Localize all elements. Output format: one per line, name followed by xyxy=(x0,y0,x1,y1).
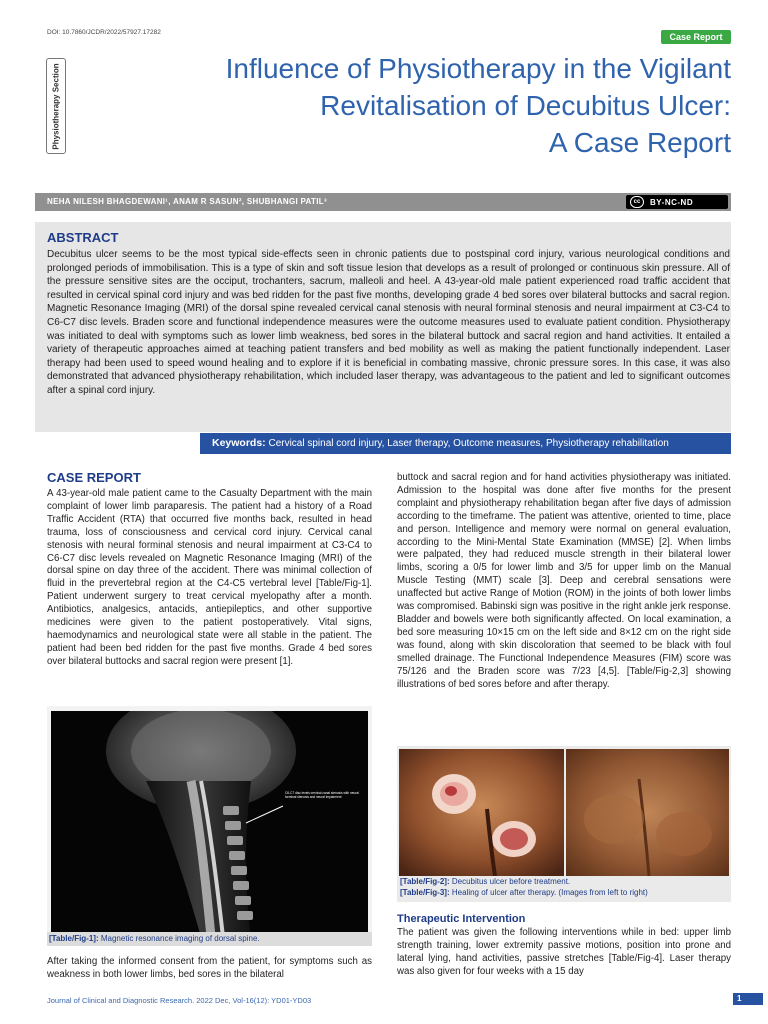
left-column-continuation xyxy=(47,956,372,982)
figure-3-caption xyxy=(400,888,730,899)
figure-1-label: [Table/Fig-1]: xyxy=(49,934,99,943)
left-column-text xyxy=(47,488,372,669)
abstract-text: Decubitus ulcer seems to be the most typical side-effects seen in chronic patients due to postspinal cord injury, various neurological conditions and prolonged periods of immobilisation. This is a type of skin and soft tissue lesion that develops as a result of prolonged or continuous skin pressure. All of the pressure sensitive sites are the occiput, trochanters, sacrum, malleoli and heel. A 43-year-old male patient experienced road traffic accident that resulted in cervical spinal cord injury and was bed ridden for the past five months, developing grade 4 bed sores over bilateral buttocks and sacral region. Magnetic Resonance Imaging (MRI) of the dorsal spine revealed cervical canal stenosis with neural forminal stenosis and neural impairment at C3-C4 to C6-C7 disc levels. Braden score and functional independence measures were the outcome measures used to evaluate patient condition. Physiotherapy was initiated to deal with symptoms such as lower limb weakness, bed sores in the bilateral buttock and sacral region and hand activities. It entailed a variety of therapeutic approaches aimed at teaching patient transfers and bed mobility as well as making the patient functionally independent. Laser therapy had been used to speed wound healing and to explore if it is beneficial in combating massive, chronic pressure sores. In this case, it was also demonstrated that advanced physiotherapy rehabilitation, which included laser therapy, was advantageous to the patient and led to significant outcomes after a spinal cord injury. xyxy=(47,249,730,396)
right-column-text xyxy=(397,472,731,691)
case-report-heading: CASE REPORT xyxy=(47,470,141,485)
mri-spine-illustration xyxy=(51,711,368,937)
figure-3-caption-text: Healing of ulcer after therapy. (Images from left to right) xyxy=(451,887,648,897)
bed-sore-images xyxy=(399,749,729,876)
section-tab xyxy=(46,58,66,154)
license-badge[interactable] xyxy=(626,195,728,209)
figure-3-label: [Table/Fig-3]: xyxy=(400,887,450,897)
title-line: Revitalisation of Decubitus Ulcer: xyxy=(320,90,731,121)
keywords-label: Keywords: xyxy=(212,437,266,449)
case-report-paragraph-2: After taking the informed consent from the patient, for symptoms such as weakness in both lower limbs, bed sores in the bilateral xyxy=(47,956,372,980)
author-list: NEHA NILESH BHAGDEWANI¹, ANAM R SASUN², SHUBHANGI PATIL³ xyxy=(47,197,327,206)
figure-2-3-caption xyxy=(400,877,730,898)
figure-2-label: [Table/Fig-2]: xyxy=(400,877,450,886)
license-text: BY-NC-ND xyxy=(650,197,694,207)
article-type-badge: Case Report xyxy=(661,30,731,44)
figure-1 xyxy=(47,706,372,946)
page-number: 1 xyxy=(733,993,763,1005)
doi-text: DOI: 10.7860/JCDR/2022/57927.17282 xyxy=(47,29,161,36)
therapeutic-intervention-text xyxy=(397,927,731,979)
figure-2-caption-text: Decubitus ulcer before treatment. xyxy=(451,877,571,886)
case-report-paragraph-3: buttock and sacral region and for hand activities physiotherapy was initiated. Admission to the hospital was done after five months for the present complaint and physiotherapy rehabilitation began after five days of admission according to the timeframe. The patient was attentive, oriented to time, place and person. Intelligence and memory were normal on general evaluation, according to the Mini-Mental State Examination (MMSE) [2]. When limbs were palpated, they had reduced muscle strength in their bilateral lower limbs, scoring a 0/5 for lower limb and 3/5 for upper limb on the Manual Muscle Testing (MMT) scale [3]. Deep and cerebral sensations were unaffected but active Range of Motion (ROM) in the joints of both lower limbs was compromised. Babinski sign was positive in the right ankle jerk response. Bladder and bowels were both significantly affected. On local examination, a bed sore measuring 10×15 cm on the left side and 8×12 cm on the right side was found, along with skin discoloration that seemed to be black with foul smelled drainage. The Functional Independence Measures (FIM) score was 75/126 and the Braden score was 7/23 [4,5]. [Table/Fig-2,3] showing illustrations of bed sores before and after therapy. xyxy=(397,472,731,690)
abstract-heading: ABSTRACT xyxy=(47,230,119,245)
bed-sore-photos xyxy=(399,749,729,876)
mri-annotation: C6-C7 disc levels cervical canal stenosis with neural forminal stenosis and neural impairment xyxy=(285,791,359,799)
section-label: Physiotherapy Section xyxy=(51,62,61,150)
title-line: A Case Report xyxy=(548,127,731,158)
title-line: Influence of Physiotherapy in the Vigilant xyxy=(225,53,731,84)
figure-2-caption xyxy=(400,877,730,888)
abstract-section xyxy=(35,222,731,432)
creative-commons-icon: cc xyxy=(630,196,644,208)
therapeutic-paragraph: The patient was given the following interventions while in bed: upper limb strength training, lower extremity passive motions, position into prone and lateral lying, hand activities, passive stretches [Table/Fig-4]. Laser therapy was also given for four weeks with a 15 day xyxy=(397,927,731,977)
mri-image xyxy=(51,711,368,937)
keywords-text: Cervical spinal cord injury, Laser therapy, Outcome measures, Physiotherapy rehabilitation xyxy=(268,438,669,449)
keywords-bar xyxy=(200,433,731,454)
figure-1-caption xyxy=(47,932,372,946)
therapeutic-intervention-heading: Therapeutic Intervention xyxy=(397,913,526,925)
journal-footer: Journal of Clinical and Diagnostic Research. 2022 Dec, Vol-16(12): YD01-YD03 xyxy=(47,996,312,1005)
case-report-paragraph: A 43-year-old male patient came to the Casualty Department with the main complaint of lower limb paraparesis. The patient had a history of a Road Traffic Accident (RTA) that occurred five months back, resulted in head trauma, loss of consciousness and cervical cord injury. Cervical canal stenosis with neural forminal stenosis and neural impairment at C3-C4 to C6-C7 disc levels revealed on Magnetic Resonance Imaging (MRI) of the dorsal spine on day three of the accident. There was minimal collection of fluid in the prevertebral region at the C4-C5 vertebral level [Table/Fig-1]. Patient underwent surgery to treat cervical myelopathy after a month. Antibiotics, analgesics, antacids, antiepileptics, and other supportive medicines were given to the patient postoperatively. Vital signs, haemodynamics and neurological state were all stable in the patient. The patient had been bed ridden for the past five months. Grade 4 bed sores over bilateral buttocks and sacral region were present [1]. xyxy=(47,488,372,667)
author-bar xyxy=(35,193,731,211)
article-title xyxy=(131,50,731,161)
figure-1-caption-text: Magnetic resonance imaging of dorsal spine. xyxy=(100,934,260,943)
